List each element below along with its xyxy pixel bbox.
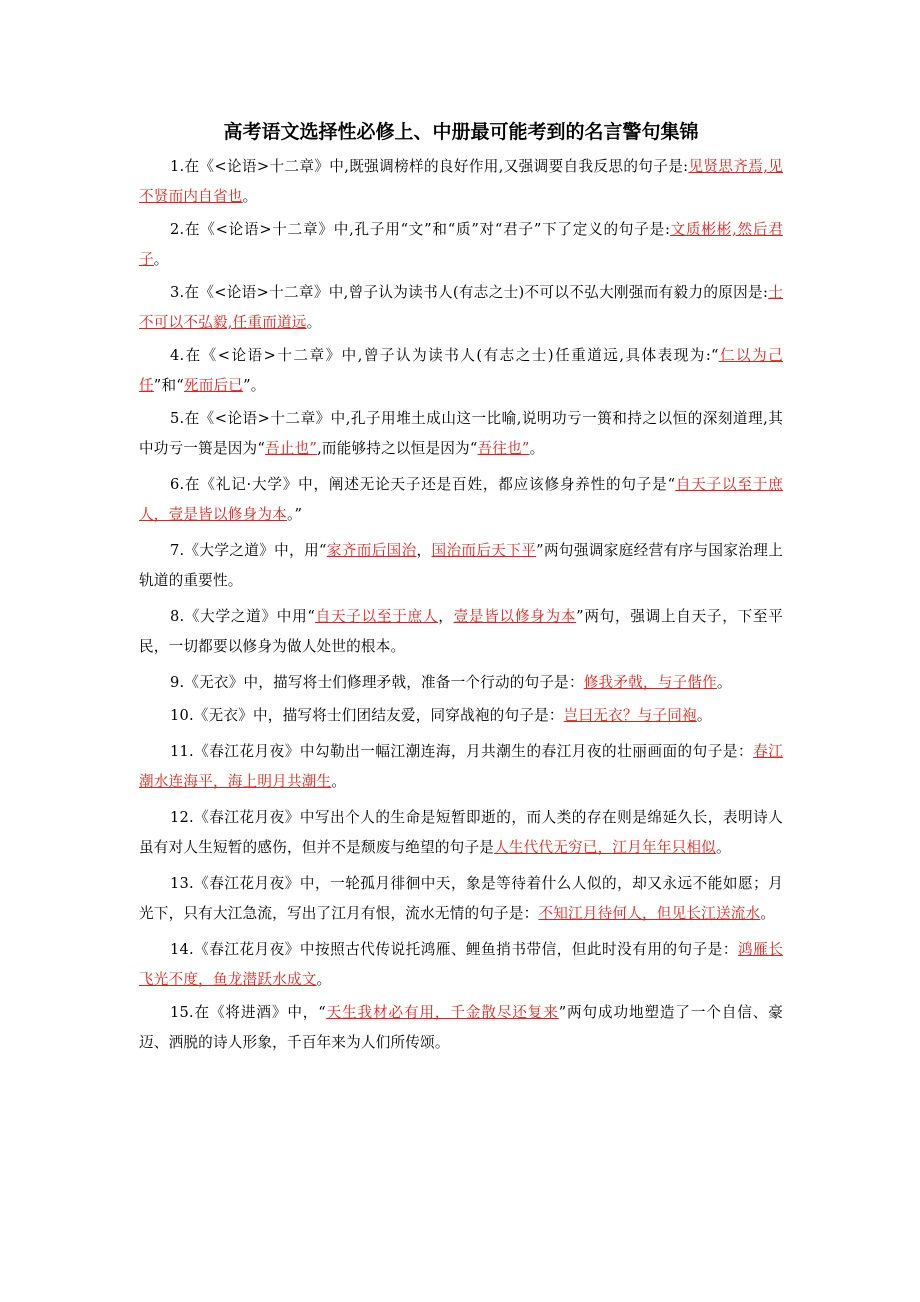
quote-item-6 [139,470,783,530]
quote-item-4 [139,341,783,401]
quote-item-2 [139,215,783,275]
question-text: 。 [696,707,712,724]
question-text: 。 [306,314,322,331]
question-text: 12.《春江花月夜》中写出个人的生命是短暂即逝的，而人类的存在则是绵延久长，表明诗人虽有对人生短暂的感伤，但并不是颓废与绝望的句子是 [139,809,783,856]
quote-item-13 [139,869,783,929]
document-page [139,118,783,1064]
answer-text: 自天子以至于庶人，壹是皆以修身为本 [139,476,783,523]
answer-text: 国治而后天下平 [431,542,537,559]
question-text: 。 [715,839,731,856]
answer-text: 吾止也” [265,440,318,457]
answer-text: 仁以为己任 [139,347,783,394]
answer-text: 自天子以至于庶人 [315,608,439,625]
quote-item-7 [139,536,783,596]
question-text: 5.在《<论语>十二章》中,孔子用堆土成山这一比喻,说明功亏一篑和持之以恒的深刻道理,其中功亏一篑是因为“ [139,410,783,457]
question-text: 11.《春江花月夜》中勾勒出一幅江潮连海，月共潮生的春江月夜的壮丽画面的句子是： [170,743,754,760]
question-text: 。 [153,251,169,268]
question-text: 9.《无衣》中，描写将士们修理矛戟，准备一个行动的句子是： [170,674,584,691]
quote-item-12 [139,803,783,863]
question-text: ， [416,542,432,559]
question-text: 。” [286,506,303,523]
question-text: 7.《大学之道》中，用“ [170,542,327,559]
question-text: 。 [242,188,258,205]
answer-text: 死而后已 [183,377,244,394]
question-text: ”。 [243,377,266,394]
question-text: 。 [716,674,732,691]
answer-text: 士不可以不弘毅,任重而道远 [139,284,783,331]
answer-text: 岂曰无衣？与子同袍 [563,707,697,724]
question-text: 。 [316,971,332,988]
answer-text: 吾往也” [477,440,530,457]
quote-item-1 [139,152,783,212]
question-text: 10.《无衣》中，描写将士们团结友爱，同穿战袍的句子是： [170,707,564,724]
answer-text: 人生代代无穷已，江月年年只相似 [494,839,716,856]
answer-text: 壹是皆以修身为本 [453,608,577,625]
question-text: ”两句，强调上自天子，下至平民，一切都要以修身为做人处世的根本。 [139,608,784,655]
question-text: 8.《大学之道》中用“ [170,608,316,625]
question-text: 13.《春江花月夜》中，一轮孤月徘徊中天，象是等待着什么人似的，却又永远不能如愿；月光下，只有大江急流，写出了江月有恨，流水无情的句子是： [139,875,783,922]
quote-item-9 [139,668,783,698]
quote-item-8 [139,602,783,662]
answer-text: 天生我材必有用，千金散尽还复来 [325,1004,559,1021]
question-text: 2.在《<论语>十二章》中,孔子用“文”和“质”对“君子”下了定义的句子是: [170,221,671,238]
quote-item-3 [139,278,783,338]
question-text: ”和“ [153,377,184,394]
document-title: 高考语文选择性必修上、中册最可能考到的名言警句集锦 [223,121,699,143]
quote-item-11 [139,737,783,797]
answer-text: 修我矛戟，与子偕作 [583,674,717,691]
question-text: 4.在《<论语>十二章》中,曾子认为读书人(有志之士)任重道远,具体表现为:“ [170,347,719,364]
question-text: 3.在《<论语>十二章》中,曾子认为读书人(有志之士)不可以不弘大刚强而有毅力的原因是: [170,284,769,301]
question-text: ”两句强调家庭经营有序与国家治理上轨道的重要性。 [139,542,784,589]
answer-text: 春江潮水连海平，海上明月共潮生 [139,743,783,790]
answer-text: 鸿雁长飞光不度，鱼龙潜跃水成文 [139,941,783,988]
answer-text: 家齐而后国治 [326,542,417,559]
answer-text: 不知江月待何人，但见长江送流水 [538,905,761,922]
answer-text: 文质彬彬,然后君子 [139,221,783,268]
quote-item-15 [139,998,783,1058]
quote-item-5 [139,404,783,464]
question-text: ， [438,608,454,625]
question-text: ,而能够持之以恒是因为“ [317,440,478,457]
question-text: ”两句成功地塑造了一个自信、豪迈、洒脱的诗人形象，千百年来为人们所传颂。 [139,1004,783,1051]
question-text: 。 [331,773,347,790]
answer-text: 见贤思齐焉,见不贤而内自省也 [139,158,783,205]
question-text: 15.在《将进酒》中，“ [170,1004,326,1021]
question-text: 1.在《<论语>十二章》中,既强调榜样的良好作用,又强调要自我反思的句子是: [170,158,689,175]
quote-item-14 [139,935,783,995]
question-text: 。 [529,440,545,457]
question-text: 14.《春江花月夜》中按照古代传说托鸿雁、鲤鱼捎书带信，但此时没有用的句子是： [170,941,738,958]
quote-item-10 [139,701,783,731]
question-text: 。 [760,905,776,922]
question-text: 6.在《礼记·大学》中，阐述无论天子还是百姓，都应该修身养性的句子是“ [170,476,676,493]
